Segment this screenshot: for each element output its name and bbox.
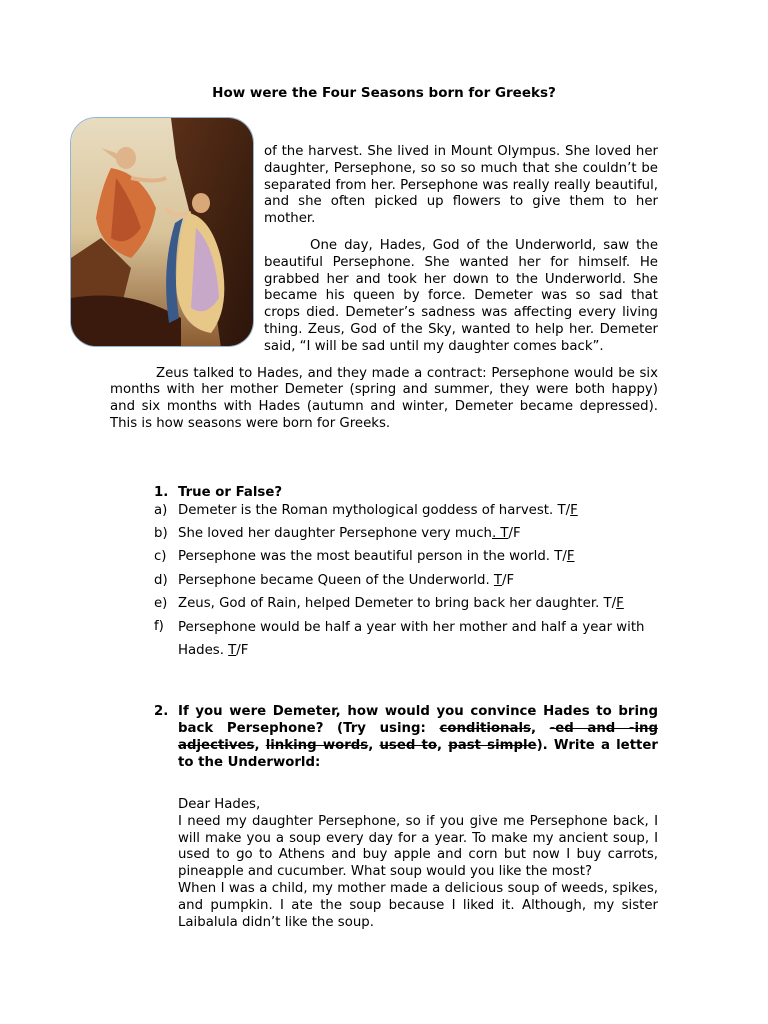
question-number: 1. <box>154 485 169 500</box>
story-paragraph-3: Zeus talked to Hades, and they made a contract: Persephone would be six months with her mother Demeter (spring and summer, they were both happy) and six months with Hades (autumn and winter, Demeter became depressed). This is how seasons were born for Greeks. <box>110 365 658 431</box>
list-item: a) Demeter is the Roman mythological goddess of harvest. T/F <box>154 503 578 518</box>
letter-answer <box>178 797 658 931</box>
question-prompt: If you were Demeter, how would you convince Hades to bring back Persephone? (Try using: conditionals, -ed and -ing adjectives, linking words, used to, past simple). Write a letter to the Underworld: <box>178 704 658 770</box>
question-1 <box>154 484 658 669</box>
letter-greeting: Dear Hades, <box>178 797 261 812</box>
answer-underlined: . T <box>491 526 509 542</box>
page-title: How were the Four Seasons born for Greeks? <box>212 85 556 101</box>
list-item: f) Persephone would be half a year with her mother and half a year with Hades. T/F <box>154 618 645 658</box>
answer-underlined: T <box>228 642 237 658</box>
question-number: 2. <box>154 704 169 719</box>
painting-image <box>70 117 254 347</box>
hint-word: -ed and -ing adjectives <box>178 721 658 753</box>
hint-word: used to <box>379 738 438 753</box>
story-paragraph-2: One day, Hades, God of the Underworld, saw the beautiful Persephone. She wanted her for himself. He grabbed her and took her down to the Underworld. She became his queen by force. Demeter was so sad that crops died. Demeter’s sadness was affecting every living thing. Zeus, God of the Sky, wanted to help her. Demeter said, “I will be sad until my daughter comes back”. <box>264 237 658 354</box>
question-2-heading <box>154 703 658 771</box>
answer-underlined: F <box>566 549 575 565</box>
list-item: d) Persephone became Queen of the Underworld. T/F <box>154 572 515 588</box>
list-item: e) Zeus, God of Rain, helped Demeter to bring back her daughter. T/F <box>154 595 624 611</box>
letter-paragraph-1: I need my daughter Persephone, so if you give me Persephone back, I will make you a soup every day for a year. To make my ancient soup, I used to go to Athens and buy apple and corn but now I buy carrots, pineapple and cucumber. What soup would you like the most? <box>178 813 658 880</box>
hint-word: linking words <box>265 738 369 753</box>
list-item: c) Persephone was the most beautiful person in the world. T/F <box>154 549 575 565</box>
story-text <box>110 117 658 443</box>
answer-underlined: F <box>616 595 624 611</box>
list-item: b) She loved her daughter Persephone very much. T/F <box>154 526 521 542</box>
hint-word: conditionals <box>439 721 531 736</box>
question-2 <box>154 703 658 931</box>
answer-underlined: T <box>493 572 503 588</box>
question-title: True or False? <box>178 485 283 500</box>
question-1-heading <box>154 484 658 501</box>
story-paragraph-1: of the harvest. She lived in Mount Olympus. She loved her daughter, Persephone, so so so much that she couldn’t be separated from her. Persephone was really really beautiful, and she often picked up flowers to give them to her mother. <box>264 144 658 227</box>
true-false-list <box>154 503 658 662</box>
hint-word: past simple <box>448 738 537 753</box>
letter-paragraph-2: When I was a child, my mother made a delicious soup of weeds, spikes, and pumpkin. I ate the soup because I liked it. Although, my sister Laibalula didn’t like the soup. <box>178 880 658 930</box>
answer-underlined: F <box>570 503 578 518</box>
